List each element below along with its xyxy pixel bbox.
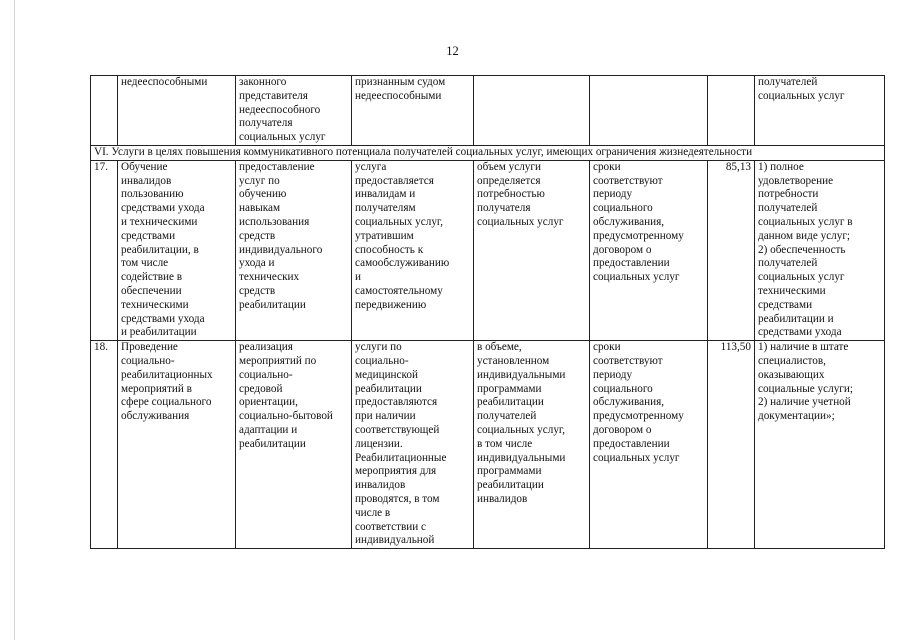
service-term: сроки соответствуют периоду социального обслуживания, предусмотренному договором о предоставлении социальных услуг [590, 160, 708, 340]
row-number: 17. [91, 160, 118, 340]
service-volume: в объеме, установленном индивидуальными программами реабилитации получателей социальных услуг, в том числе индивидуальными программами реабилитации инвалидов [474, 341, 590, 549]
service-quality: 1) наличие в штате специалистов, оказывающих социальные услуги; 2) наличие учетной документации»; [755, 341, 885, 549]
table-row-17 [91, 160, 885, 340]
page-number: 12 [446, 44, 459, 58]
service-quality: 1) полное удовлетворение потребности получателей социальных услуг в данном виде услуг; 2) обеспеченность получателей социальных услуг техническими средствами реабилитации и средствами ухода [755, 160, 885, 340]
service-description: предоставление услуг по обучению навыкам использования средств индивидуального ухода и технических средств реабилитации [236, 160, 352, 340]
service-volume: объем услуги определяется потребностью получателя социальных услуг [474, 160, 590, 340]
section-title: VI. Услуги в целях повышения коммуникативного потенциала получателей социальных услуг, имеющих ограничения жизнедеятельности [91, 145, 885, 160]
table-row-continuation [91, 76, 885, 146]
service-conditions: услуга предоставляется инвалидам и получателям социальных услуг, утратившим способность к самообслуживанию и самостоятельному передвижению [352, 160, 474, 340]
service-quality: получателей социальных услуг [755, 76, 885, 146]
service-price: 113,50 [708, 341, 755, 549]
service-conditions: услуги по социально- медицинской реабилитации предоставляются при наличии соответствующей лицензии. Реабилитационные мероприятия для инвалидов проводятся, в том числе в соответствии с индивидуальной [352, 341, 474, 549]
row-number: 18. [91, 341, 118, 549]
service-price: 85,13 [708, 160, 755, 340]
service-name: недееспособными [118, 76, 236, 146]
service-volume [474, 76, 590, 146]
table-row-18 [91, 341, 885, 549]
section-row [91, 145, 885, 160]
service-name: Проведение социально- реабилитационных мероприятий в сфере социального обслуживания [118, 341, 236, 549]
services-table [90, 75, 885, 549]
row-number [91, 76, 118, 146]
service-conditions: признанным судом недееспособными [352, 76, 474, 146]
service-description: законного представителя недееспособного получателя социальных услуг [236, 76, 352, 146]
service-price [708, 76, 755, 146]
service-term [590, 76, 708, 146]
service-term: сроки соответствуют периоду социального обслуживания, предусмотренному договором о предоставлении социальных услуг [590, 341, 708, 549]
page-left-edge [14, 0, 15, 640]
service-name: Обучение инвалидов пользованию средствами ухода и техническими средствами реабилитации, в том числе содействие в обеспечении техническими средствами ухода и реабилитации [118, 160, 236, 340]
service-description: реализация мероприятий по социально- средовой ориентации, социально-бытовой адаптации и реабилитации [236, 341, 352, 549]
